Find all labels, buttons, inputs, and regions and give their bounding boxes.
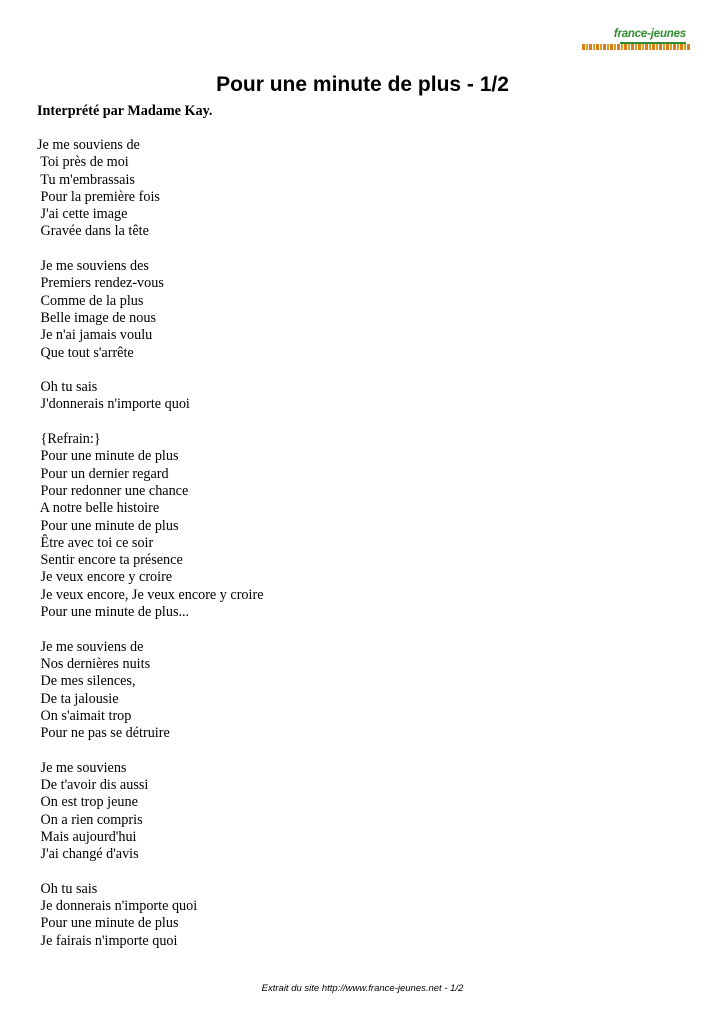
lyric-line: Premiers rendez-vous [37,275,164,292]
lyric-stanza [37,379,677,414]
lyric-stanza [37,258,677,362]
lyric-line: Pour une minute de plus [37,448,179,465]
lyric-line: Tu m'embrassais [37,171,135,188]
lyrics-body [37,137,677,967]
lyric-line: On est trop jeune [37,794,138,811]
lyric-line: A notre belle histoire [37,500,160,517]
lyric-line: Pour la première fois [37,188,160,205]
lyric-line: Je n'ai jamais voulu [37,327,153,344]
lyric-line: De mes silences, [37,673,136,690]
lyric-line: Pour redonner une chance [37,482,189,499]
lyric-line: Pour une minute de plus... [37,604,190,621]
lyric-line: Je veux encore y croire [37,569,173,586]
lyric-line: Gravée dans la tête [37,223,149,240]
lyric-line: Belle image de nous [37,309,156,326]
lyric-line: Comme de la plus [37,292,144,309]
lyric-line: Pour une minute de plus [37,517,179,534]
site-logo [580,28,692,54]
lyric-line: J'ai changé d'avis [37,846,139,863]
lyric-line: Je me souviens des [37,258,149,275]
lyric-line: Je me souviens de [37,137,140,153]
lyric-line: Je fairais n'importe quoi [37,932,178,949]
lyric-line: J'donnerais n'importe quoi [37,396,190,413]
lyric-line: On a rien compris [37,811,143,828]
lyric-line: Je donnerais n'importe quoi [37,898,198,915]
lyric-stanza [37,431,677,621]
lyric-line: Toi près de moi [37,154,129,171]
lyric-line: De t'avoir dis aussi [37,776,149,793]
page-footer: Extrait du site http://www.france-jeunes.net - 1/2 [261,983,464,994]
lyric-line: Être avec toi ce soir [37,534,154,551]
lyric-line: Je veux encore, Je veux encore y croire [37,586,264,603]
lyric-stanza [37,760,677,864]
lyric-line: Nos dernières nuits [37,655,151,672]
lyric-line: On s'aimait trop [37,707,132,724]
lyric-stanza [37,639,677,743]
lyric-line: Pour une minute de plus [37,915,179,932]
lyric-line: Mais aujourd'hui [37,828,137,845]
lyric-stanza [37,881,677,950]
lyric-line: Oh tu sais [37,379,98,396]
lyric-line: Je me souviens [37,759,127,776]
page-title: Pour une minute de plus - 1/2 [216,73,509,96]
lyric-line: Pour un dernier regard [37,465,169,482]
performer-credit: Interprété par Madame Kay. [37,103,213,119]
logo-tagline [582,44,690,50]
lyric-line: {Refrain:} [37,431,101,448]
lyric-stanza [37,137,677,241]
lyric-line: Sentir encore ta présence [37,552,183,569]
lyric-line: J'ai cette image [37,206,128,223]
lyric-line: Oh tu sais [37,880,98,897]
lyric-line: Je me souviens de [37,638,144,655]
lyric-line: Que tout s'arrête [37,344,134,361]
logo-wordmark: france-jeunes [613,28,686,40]
lyric-line: Pour ne pas se détruire [37,725,170,742]
lyric-line: De ta jalousie [37,690,119,707]
